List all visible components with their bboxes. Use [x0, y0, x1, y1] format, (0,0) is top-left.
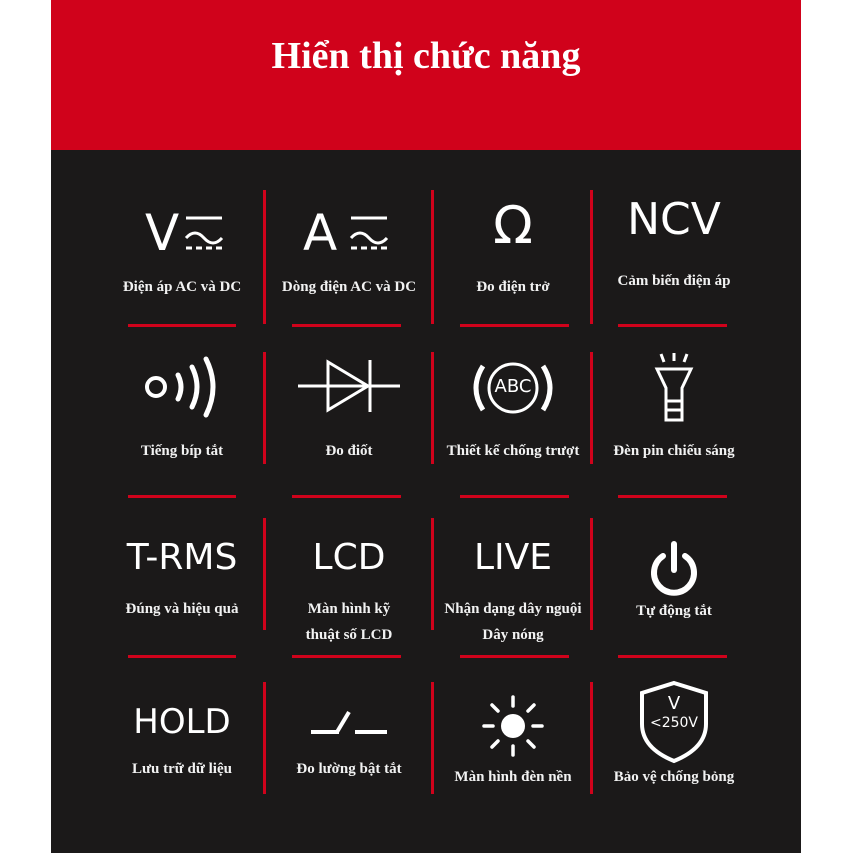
- divider: [618, 495, 727, 498]
- feature-label: Cảm biến điện áp: [617, 273, 731, 289]
- feature-label: Thiết kế chống trượt: [446, 443, 580, 459]
- feature-label: Màn hình đèn nền: [454, 769, 572, 785]
- feature-label: Đèn pin chiếu sáng: [613, 443, 735, 459]
- feature-label: Tự động tắt: [636, 603, 712, 619]
- feature-label: Màn hình kỹ: [307, 601, 391, 617]
- ohm-icon: Ω: [493, 196, 533, 256]
- feature-label: Đo điện trở: [476, 279, 550, 295]
- feature-switch-test: [269, 708, 429, 782]
- divider: [128, 495, 236, 498]
- shield-icon: V <250V: [638, 680, 710, 764]
- feature-backlight: [433, 694, 593, 790]
- feature-label: Nhận dạng dây nguội: [444, 601, 582, 617]
- feature-label: Đúng và hiệu quả: [125, 601, 239, 617]
- feature-flashlight: [594, 352, 754, 464]
- feature-label-line2: thuật số LCD: [305, 627, 393, 643]
- feature-anti-slip: [433, 356, 593, 464]
- feature-label-line2: Dây nóng: [482, 627, 544, 643]
- divider: [460, 655, 569, 658]
- feature-auto-off: [594, 540, 754, 624]
- feature-live-wire: [433, 536, 593, 648]
- divider: [460, 324, 569, 327]
- trms-icon: T-RMS: [126, 537, 238, 578]
- switch-icon: [309, 708, 389, 738]
- divider: [460, 495, 569, 498]
- feature-resistance: [433, 196, 593, 300]
- feature-label: Đo điốt: [325, 443, 373, 459]
- hold-icon: HOLD: [133, 702, 231, 742]
- divider: [618, 655, 727, 658]
- ac-dc-current-icon: A: [269, 202, 429, 264]
- feature-label: Dòng điện AC và DC: [281, 279, 417, 295]
- divider: [263, 518, 266, 630]
- divider: [263, 352, 266, 464]
- feature-ncv: [594, 194, 754, 294]
- feature-lcd: [269, 536, 429, 648]
- anti-slip-icon: ABC: [468, 356, 558, 420]
- feature-label: Bảo vệ chống bỏng: [613, 769, 735, 785]
- feature-label: Lưu trữ dữ liệu: [132, 761, 232, 777]
- beeper-icon: [142, 354, 222, 418]
- divider: [128, 324, 236, 327]
- feature-beeper: [102, 354, 262, 464]
- divider: [263, 190, 266, 324]
- lcd-icon: LCD: [312, 537, 386, 578]
- page-title: Hiển thị chức năng: [271, 35, 581, 77]
- feature-diode: [269, 354, 429, 464]
- divider: [128, 655, 236, 658]
- diode-icon: [294, 354, 404, 418]
- feature-ac-dc-voltage: [102, 202, 262, 300]
- feature-label: Tiếng bíp tắt: [140, 443, 224, 459]
- feature-label: Điện áp AC và DC: [122, 279, 242, 295]
- feature-trms: [102, 536, 262, 622]
- backlight-icon: [481, 694, 545, 758]
- feature-ac-dc-current: [269, 202, 429, 300]
- divider: [292, 495, 401, 498]
- divider: [263, 682, 266, 794]
- flashlight-icon: [649, 352, 699, 424]
- power-icon: [646, 540, 702, 598]
- ac-dc-voltage-icon: V: [102, 202, 262, 264]
- feature-hold: [102, 700, 262, 782]
- divider: [292, 655, 401, 658]
- divider: [292, 324, 401, 327]
- header-banner: [51, 0, 801, 150]
- feature-label: Đo lường bật tắt: [296, 761, 402, 777]
- ncv-icon: NCV: [627, 194, 721, 245]
- live-wire-icon: LIVE: [473, 537, 553, 578]
- feature-panel: [51, 150, 801, 853]
- feature-burn-protection: [594, 680, 754, 790]
- divider: [618, 324, 727, 327]
